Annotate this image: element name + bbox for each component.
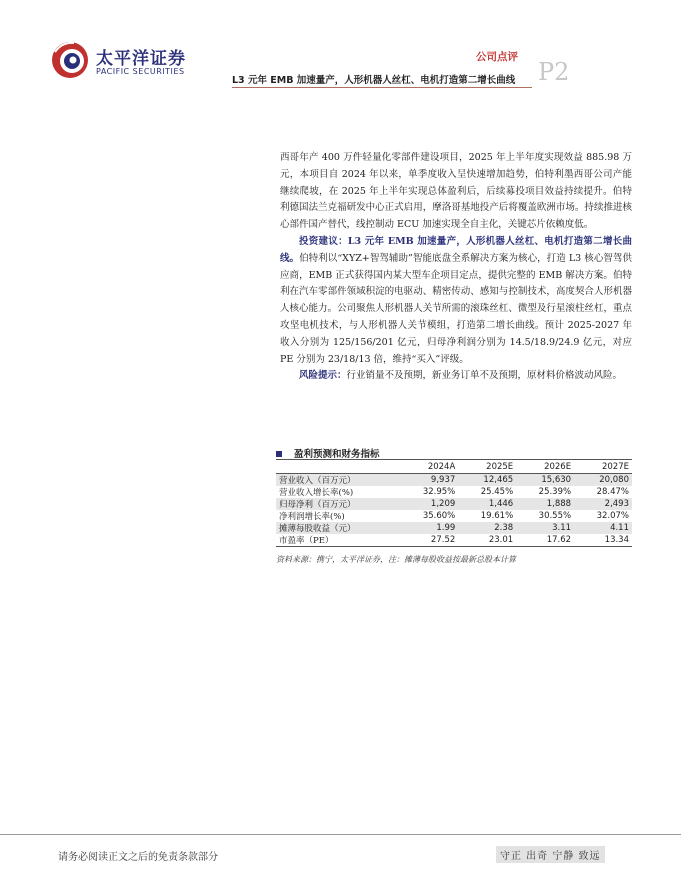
table-cell: 32.95% xyxy=(422,486,456,497)
table-cell: 19.61% xyxy=(480,510,514,521)
table-cell: 15,630 xyxy=(516,473,574,486)
table-cell: 32.07% xyxy=(596,510,629,521)
table-header-cell: 2024A xyxy=(400,461,458,473)
table-cell: 25.45% xyxy=(480,486,514,497)
footer-disclaimer: 请务必阅读正文之后的免责条款部分 xyxy=(58,852,218,863)
paragraph-investment-advice xyxy=(280,234,632,368)
table-row xyxy=(276,486,632,498)
report-type: 公司点评 xyxy=(476,51,518,63)
row-label: 营业收入（百万元） xyxy=(276,473,400,486)
row-label: 市盈率（PE） xyxy=(276,534,400,547)
company-name-en: PACIFIC SECURITIES xyxy=(96,67,185,76)
table-cell: 1,446 xyxy=(458,498,516,510)
table-cell: 12,465 xyxy=(458,473,516,486)
table-cell: 9,937 xyxy=(400,473,458,486)
table-cell: 2.38 xyxy=(458,522,516,534)
table-header-row xyxy=(276,461,632,473)
table-cell: 17.62 xyxy=(516,534,574,547)
header-title: L3 元年 EMB 加速量产，人形机器人丝杠、电机打造第二增长曲线 xyxy=(232,75,516,86)
table-cell: 25.39% xyxy=(538,486,572,497)
table-source-note: 资料来源：携宁，太平洋证券，注：摊薄每股收益按最新总股本计算 xyxy=(276,555,516,564)
table-row xyxy=(276,534,632,547)
table-cell: 27.52 xyxy=(400,534,458,547)
footer-slogan: 守正 出奇 宁静 致远 xyxy=(496,846,605,863)
table-cell: 1.99 xyxy=(400,522,458,534)
table-row xyxy=(276,510,632,522)
table-header-cell: 2026E xyxy=(516,461,574,473)
footer-divider xyxy=(0,834,681,835)
header-divider xyxy=(232,87,532,88)
row-label: 归母净利（百万元） xyxy=(276,498,400,510)
table-cell: 30.55% xyxy=(538,510,572,521)
row-label: 摊薄每股收益（元） xyxy=(276,522,400,534)
table-cell: 35.60% xyxy=(422,510,456,521)
investment-advice-text: 伯特利以“XYZ+智驾辅助”智能底盘全系解决方案为核心，打造 L3 核心智驾供应商，EMB 正式获得国内某大型车企项目定点，提供完整的 EMB 解决方案。伯特利在汽车零部件领域积淀的电驱动、精密传动、感知与控制技术，高度契合人形机器人核心能力。公司聚焦人形机器人关节所需的滚珠丝杠、微型及行星滚柱丝杠，重点攻坚电机技术，与人形机器人关节模组，打造第二增长曲线。预计 2025-2027 年收入分别为 125/156/201 亿元，归母净利润分别为 14.5/18.9/24.9 亿元，对应 PE 分别为 23/18/13 倍，维持“买入”评级。 xyxy=(280,252,632,365)
table-row xyxy=(276,498,632,510)
table-header-cell xyxy=(276,461,400,473)
investment-advice-headline: L3 元年 EMB 加速量产，人形机器人丝杠、电机打造第二增长曲线。 xyxy=(280,235,632,264)
square-bullet-icon xyxy=(276,451,282,457)
company-logo-icon xyxy=(50,40,90,80)
table-cell: 1,209 xyxy=(400,498,458,510)
table-cell: 23.01 xyxy=(458,534,516,547)
page-number: P2 xyxy=(538,58,570,86)
table-cell: 3.11 xyxy=(516,522,574,534)
table-row xyxy=(276,522,632,534)
table-title: 盈利预测和财务指标 xyxy=(276,446,380,460)
row-label: 营业收入增长率(%) xyxy=(279,487,354,498)
body-text xyxy=(280,150,632,385)
table-row xyxy=(276,473,632,486)
table-cell: 1,888 xyxy=(516,498,574,510)
table-cell: 2,493 xyxy=(574,498,632,510)
table-header-cell: 2025E xyxy=(458,461,516,473)
row-label: 净利润增长率(%) xyxy=(279,511,345,522)
investment-advice-label: 投资建议： xyxy=(299,235,348,247)
company-name-cn: 太平洋证券 xyxy=(96,49,186,69)
table-title-divider xyxy=(276,459,632,460)
financial-table xyxy=(276,461,632,547)
table-header-cell: 2027E xyxy=(574,461,632,473)
table-cell: 28.47% xyxy=(596,486,629,497)
paragraph-risk xyxy=(280,368,632,385)
table-cell: 4.11 xyxy=(574,522,632,534)
risk-label: 风险提示： xyxy=(299,370,347,382)
risk-text: 行业销量不及预期，新业务订单不及预期，原材料价格波动风险。 xyxy=(346,370,623,382)
table-cell: 20,080 xyxy=(574,473,632,486)
table-cell: 13.34 xyxy=(574,534,632,547)
paragraph-project: 西哥年产 400 万件轻量化零部件建设项目，2025 年上半年度实现效益 885.98 万元，本项目自 2024 年以来，单季度收入呈快速增加趋势，伯特利墨西哥公司产能继续爬坡，在 2025 年上半年实现总体盈利后，后续募投项目效益持续提升。伯特利德国法兰克福研发中心正式启用，摩洛哥基地投产后将覆盖欧洲市场。持续推进核心部件国产替代，线控制动 ECU 加速实现全自主化，关键芯片依赖度低。 xyxy=(280,152,632,231)
